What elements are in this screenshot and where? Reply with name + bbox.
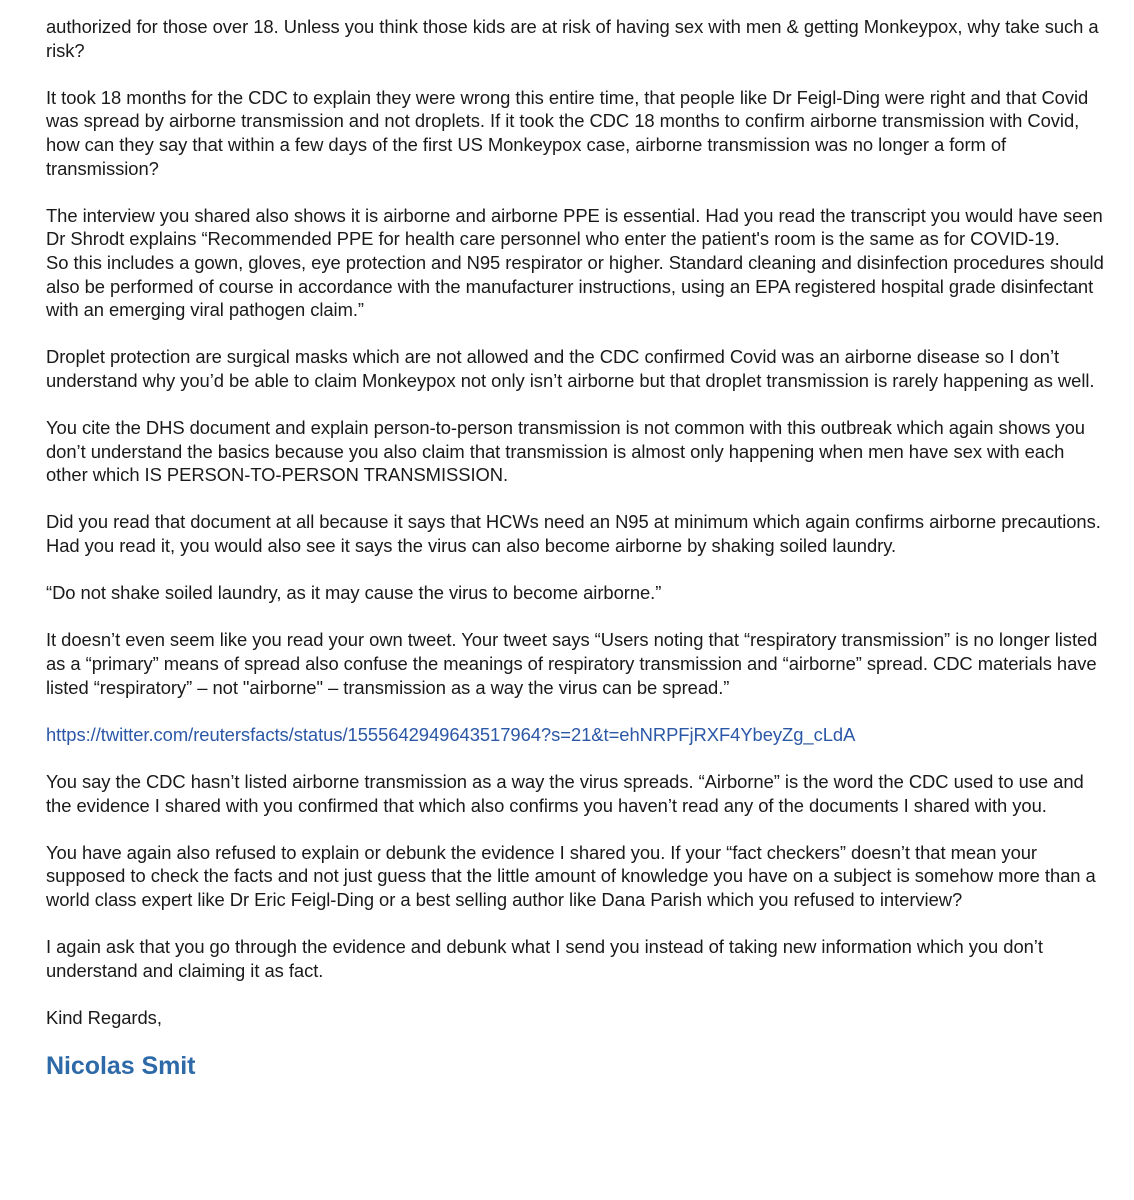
paragraph-age-authorization: authorized for those over 18. Unless you think those kids are at risk of having sex with men & getting Monkeypox, why take such a risk? bbox=[46, 16, 1099, 61]
tweet-link-paragraph bbox=[46, 723, 1106, 747]
signature-name: Nicolas Smit bbox=[46, 1051, 196, 1080]
paragraph-droplet-protection: Droplet protection are surgical masks which are not allowed and the CDC confirmed Covid was an airborne disease so I don’t understand why you’d be able to claim Monkeypox not only isn’t airborne but that droplet transmission is rarely happening as well. bbox=[46, 346, 1095, 391]
email-letter-body bbox=[46, 15, 1106, 1081]
paragraph-closing-request: I again ask that you go through the evidence and debunk what I send you instead of taking new information which you don’t understand and claiming it as fact. bbox=[46, 936, 1043, 981]
closing-salutation: Kind Regards, bbox=[46, 1006, 162, 1028]
paragraph-ppe-details: So this includes a gown, gloves, eye protection and N95 respirator or higher. Standard cleaning and disinfection procedures should also be performed of course in accordance with the manufacturer instructions, using an EPA registered hospital grade disinfectant with an emerging viral pathogen claim.” bbox=[46, 251, 1104, 321]
paragraph-laundry-quote: “Do not shake soiled laundry, as it may cause the virus to become airborne.” bbox=[46, 582, 662, 604]
paragraph-hcw-n95: Did you read that document at all because it says that HCWs need an N95 at minimum which again confirms airborne precautions. Had you read it, you would also see it says the virus can also become airborne by shaking soiled laundry. bbox=[46, 511, 1101, 557]
paragraph-own-tweet: It doesn’t even seem like you read your own tweet. Your tweet says “Users noting that “respiratory transmission” is no longer listed as a “primary” means of spread also confuse the meanings of respiratory transmission and “airborne” spread. CDC materials have listed “respiratory” – not "airborne" – transmission as a way the virus can be spread.” bbox=[46, 629, 1098, 698]
tweet-link[interactable]: https://twitter.com/reutersfacts/status/1555642949643517964?s=21&t=ehNRPFjRXF4YbeyZg_cLdA bbox=[46, 723, 856, 745]
paragraph-interview-ppe: The interview you shared also shows it is airborne and airborne PPE is essential. Had you read the transcript you would have seen Dr Shrodt explains “Recommended PPE for health care personnel who enter the patient's room is the same as for COVID-19. bbox=[46, 204, 1103, 250]
paragraph-dhs-document: You cite the DHS document and explain person-to-person transmission is not common with this outbreak which again shows you don’t understand the basics because you also claim that transmission is almost only happening when men have sex with each other which IS PERSON-TO-PERSON TRANSMISSION. bbox=[46, 417, 1085, 486]
paragraph-cdc-18-months: It took 18 months for the CDC to explain they were wrong this entire time, that people like Dr Feigl-Ding were right and that Covid was spread by airborne transmission and not droplets. If it took the CDC 18 months to confirm airborne transmission with Covid, how can they say that within a few days of the first US Monkeypox case, airborne transmission was no longer a form of transmission? bbox=[46, 86, 1089, 179]
paragraph-refused-debunk: You have again also refused to explain or debunk the evidence I shared you. If your “fact checkers” doesn’t that mean your supposed to check the facts and not just guess that the little amount of knowledge you have on a subject is somehow more than a world class expert like Dr Eric Feigl-Ding or a best selling author like Dana Parish which you refused to interview? bbox=[46, 841, 1096, 910]
paragraph-cdc-airborne-word: You say the CDC hasn’t listed airborne transmission as a way the virus spreads. “Airborne” is the word the CDC used to use and the evidence I shared with you confirmed that which also confirms you haven’t read any of the documents I shared with you. bbox=[46, 771, 1084, 816]
